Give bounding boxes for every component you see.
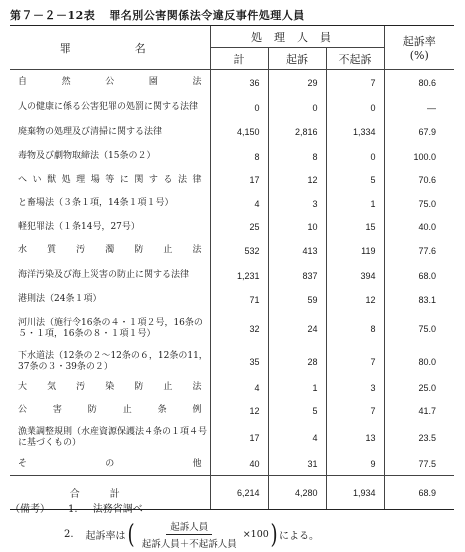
note-2 [64,519,319,550]
total-cell: 4 [210,377,268,399]
rate-cell: 23.5 [384,423,454,454]
table-row [10,192,454,216]
formula-open-paren: ( [127,519,135,550]
rate-cell: 75.0 [384,192,454,216]
not-prosecuted-cell: 9 [326,454,384,476]
total-row-label: 合計 [10,476,210,510]
total-cell: 0 [210,96,268,120]
total-cell: 4,150 [210,120,268,145]
offense-name: 河川法（施行令16条の４・１項２号，16条の５・１項，16条の８・１項１号） [18,317,203,339]
grand-rate-cell: 68.9 [384,476,454,510]
prosecuted-cell: 5 [268,399,326,423]
rate-cell: 67.9 [384,120,454,145]
rate-cell: 25.0 [384,377,454,399]
total-cell: 1,231 [210,263,268,289]
formula-close-paren: ) [270,519,278,550]
not-prosecuted-cell: 0 [326,145,384,169]
rate-cell: 40.0 [384,216,454,239]
data-table [10,25,454,510]
prosecuted-cell: 837 [268,263,326,289]
formula-denominator: 起訴人員＋不起訴人員 [141,539,237,550]
not-prosecuted-cell: 3 [326,377,384,399]
not-prosecuted-cell: 394 [326,263,384,289]
rate-cell: 83.1 [384,289,454,311]
offense-name: 海洋汚染及び海上災害の防止に関する法律 [18,270,190,280]
rate-cell: 75.0 [384,311,454,347]
not-prosecuted-cell: 1,334 [326,120,384,145]
offense-name: 自然公園法 [18,77,202,88]
table-row [10,311,454,347]
table-row [10,120,454,145]
offense-name: と畜場法（３条１項，14条１項１号） [18,198,174,208]
grand-not-prosecuted-cell: 1,934 [326,476,384,510]
total-cell: 12 [210,399,268,423]
not-prosecuted-header: 不起訴 [326,48,384,70]
table-header [10,26,454,70]
offense-name: 漁業調整規則（水産資源保護法４条の１項４号に基づくもの） [18,427,208,448]
rate-cell: 70.6 [384,169,454,192]
offense-name: 大気汚染防止法 [18,382,202,392]
prosecuted-cell: 2,816 [268,120,326,145]
prosecuted-cell: 1 [268,377,326,399]
prosecuted-cell: 0 [268,96,326,120]
table-row [10,289,454,311]
total-cell: 40 [210,454,268,476]
table-row [10,399,454,423]
total-cell: 35 [210,347,268,377]
not-prosecuted-cell: 12 [326,289,384,311]
offense-name: 港則法（24条１項） [18,294,102,304]
rate-header-label: 起訴率 [402,35,436,48]
table-row [10,216,454,239]
prosecuted-cell: 8 [268,145,326,169]
prosecuted-cell: 24 [268,311,326,347]
rate-cell: 77.5 [384,454,454,476]
not-prosecuted-cell: 8 [326,311,384,347]
table-row [10,239,454,263]
total-cell: 4 [210,192,268,216]
table-row [10,169,454,192]
notes-label: （備考） [10,504,50,515]
prosecuted-cell: 10 [268,216,326,239]
total-header: 計 [210,48,268,70]
note-1-number: 1. [68,504,78,515]
note-2-suffix: による。 [278,531,319,542]
prosecuted-cell: 31 [268,454,326,476]
grand-prosecuted-cell: 4,280 [268,476,326,510]
total-cell: 532 [210,239,268,263]
total-cell: 36 [210,70,268,96]
not-prosecuted-cell: 119 [326,239,384,263]
prosecuted-cell: 28 [268,347,326,377]
not-prosecuted-cell: 1 [326,192,384,216]
rate-cell: 41.7 [384,399,454,423]
not-prosecuted-cell: 7 [326,347,384,377]
offense-name: 毒物及び劇物取締法（15条の２） [18,151,156,161]
formula-numerator: 起訴人員 [166,519,212,535]
prosecuted-header: 起訴 [268,48,326,70]
rate-cell: 100.0 [384,145,454,169]
offense-name: 人の健康に係る公害犯罪の処罰に関する法律 [18,102,199,112]
table-title [10,7,305,23]
total-cell: 8 [210,145,268,169]
table-row [10,377,454,399]
grand-total-cell: 6,214 [210,476,268,510]
total-cell: 17 [210,423,268,454]
total-cell: 32 [210,311,268,347]
not-prosecuted-cell: 0 [326,96,384,120]
prosecuted-cell: 3 [268,192,326,216]
table-body [10,70,454,510]
offense-name: 公害防止条例 [18,405,202,415]
rate-header [384,26,454,70]
offense-name: 軽犯罪法（１条14号，27号） [18,221,140,232]
table-number: 第７－２－12表 [10,9,96,22]
note-1 [10,500,143,515]
table-row [10,423,454,454]
total-cell: 25 [210,216,268,239]
offense-name: 廃棄物の処理及び清掃に関する法律 [18,126,163,137]
note-1-text: 法務省調べ [92,504,143,515]
note-2-number: 2. [64,529,74,540]
offense-name: その他 [18,458,202,469]
not-prosecuted-cell: 5 [326,169,384,192]
rate-cell: ― [384,96,454,120]
not-prosecuted-cell: 15 [326,216,384,239]
rate-cell: 68.0 [384,263,454,289]
formula-fraction [138,519,241,550]
rate-cell: 80.6 [384,70,454,96]
table-row [10,96,454,120]
not-prosecuted-cell: 7 [326,399,384,423]
table-row [10,454,454,476]
offense-name: 下水道法（12条の２～12条の６，12条の11，37条の３・39条の２） [18,350,208,372]
table-row [10,70,454,96]
offense-name: 水質汚濁防止法 [18,245,202,255]
note-2-prefix: 起訴率は [85,531,126,542]
rate-cell: 77.6 [384,239,454,263]
prosecuted-cell: 4 [268,423,326,454]
formula-multiplier: ×100 [242,529,269,540]
table-name: 罪名別公害関係法令違反事件処理人員 [109,9,305,22]
prosecuted-cell: 29 [268,70,326,96]
total-cell: 17 [210,169,268,192]
not-prosecuted-cell: 7 [326,70,384,96]
prosecuted-cell: 59 [268,289,326,311]
offense-name: へい獣処理場等に関する法律 [18,174,202,185]
table-row [10,145,454,169]
not-prosecuted-cell: 13 [326,423,384,454]
rate-header-unit: (%) [409,49,429,62]
rate-cell: 80.0 [384,347,454,377]
processed-header: 処理人員 [210,26,384,48]
prosecuted-cell: 12 [268,169,326,192]
prosecuted-cell: 413 [268,239,326,263]
total-cell: 71 [210,289,268,311]
table-row [10,347,454,377]
table-row [10,263,454,289]
offense-header: 罪 名 [10,26,210,70]
